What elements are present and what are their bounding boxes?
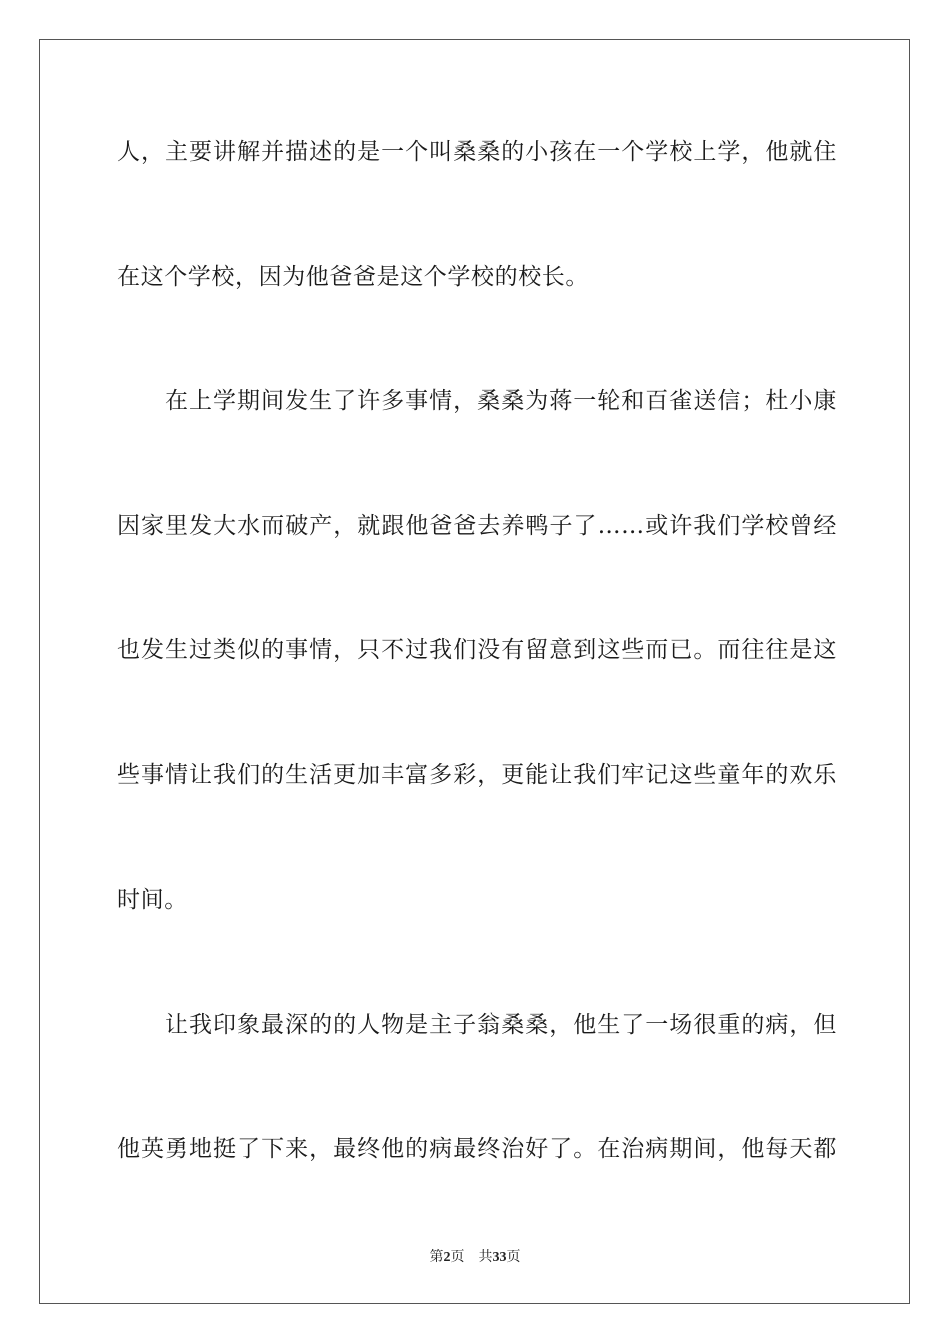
text-line-2: 在这个学校，因为他爸爸是这个学校的校长。 bbox=[117, 264, 589, 290]
text-line-3: 在上学期间发生了许多事情，桑桑为蒋一轮和百雀送信；杜小康 bbox=[165, 388, 837, 414]
text-line-1: 人，主要讲解并描述的是一个叫桑桑的小孩在一个学校上学，他就住 bbox=[117, 139, 837, 165]
page-border bbox=[39, 39, 910, 1304]
footer-total-suffix: 页 bbox=[506, 1249, 521, 1265]
footer-total-prefix: 共 bbox=[478, 1249, 493, 1265]
footer-page-prefix: 第 bbox=[429, 1249, 444, 1265]
footer-total-pages: 33 bbox=[492, 1250, 507, 1265]
text-line-9: 他英勇地挺了下来，最终他的病最终治好了。在治病期间，他每天都 bbox=[117, 1136, 837, 1162]
page-footer bbox=[0, 1248, 950, 1267]
text-line-7: 时间。 bbox=[117, 887, 188, 913]
text-line-4: 因家里发大水而破产，就跟他爸爸去养鸭子了……或许我们学校曾经 bbox=[117, 513, 837, 539]
footer-page-number: 2 bbox=[443, 1250, 451, 1265]
footer-page-suffix: 页 bbox=[450, 1249, 465, 1265]
text-line-8: 让我印象最深的的人物是主子翁桑桑，他生了一场很重的病，但 bbox=[165, 1012, 837, 1038]
text-line-6: 些事情让我们的生活更加丰富多彩，更能让我们牢记这些童年的欢乐 bbox=[117, 762, 837, 788]
text-line-5: 也发生过类似的事情，只不过我们没有留意到这些而已。而往往是这 bbox=[117, 637, 837, 663]
